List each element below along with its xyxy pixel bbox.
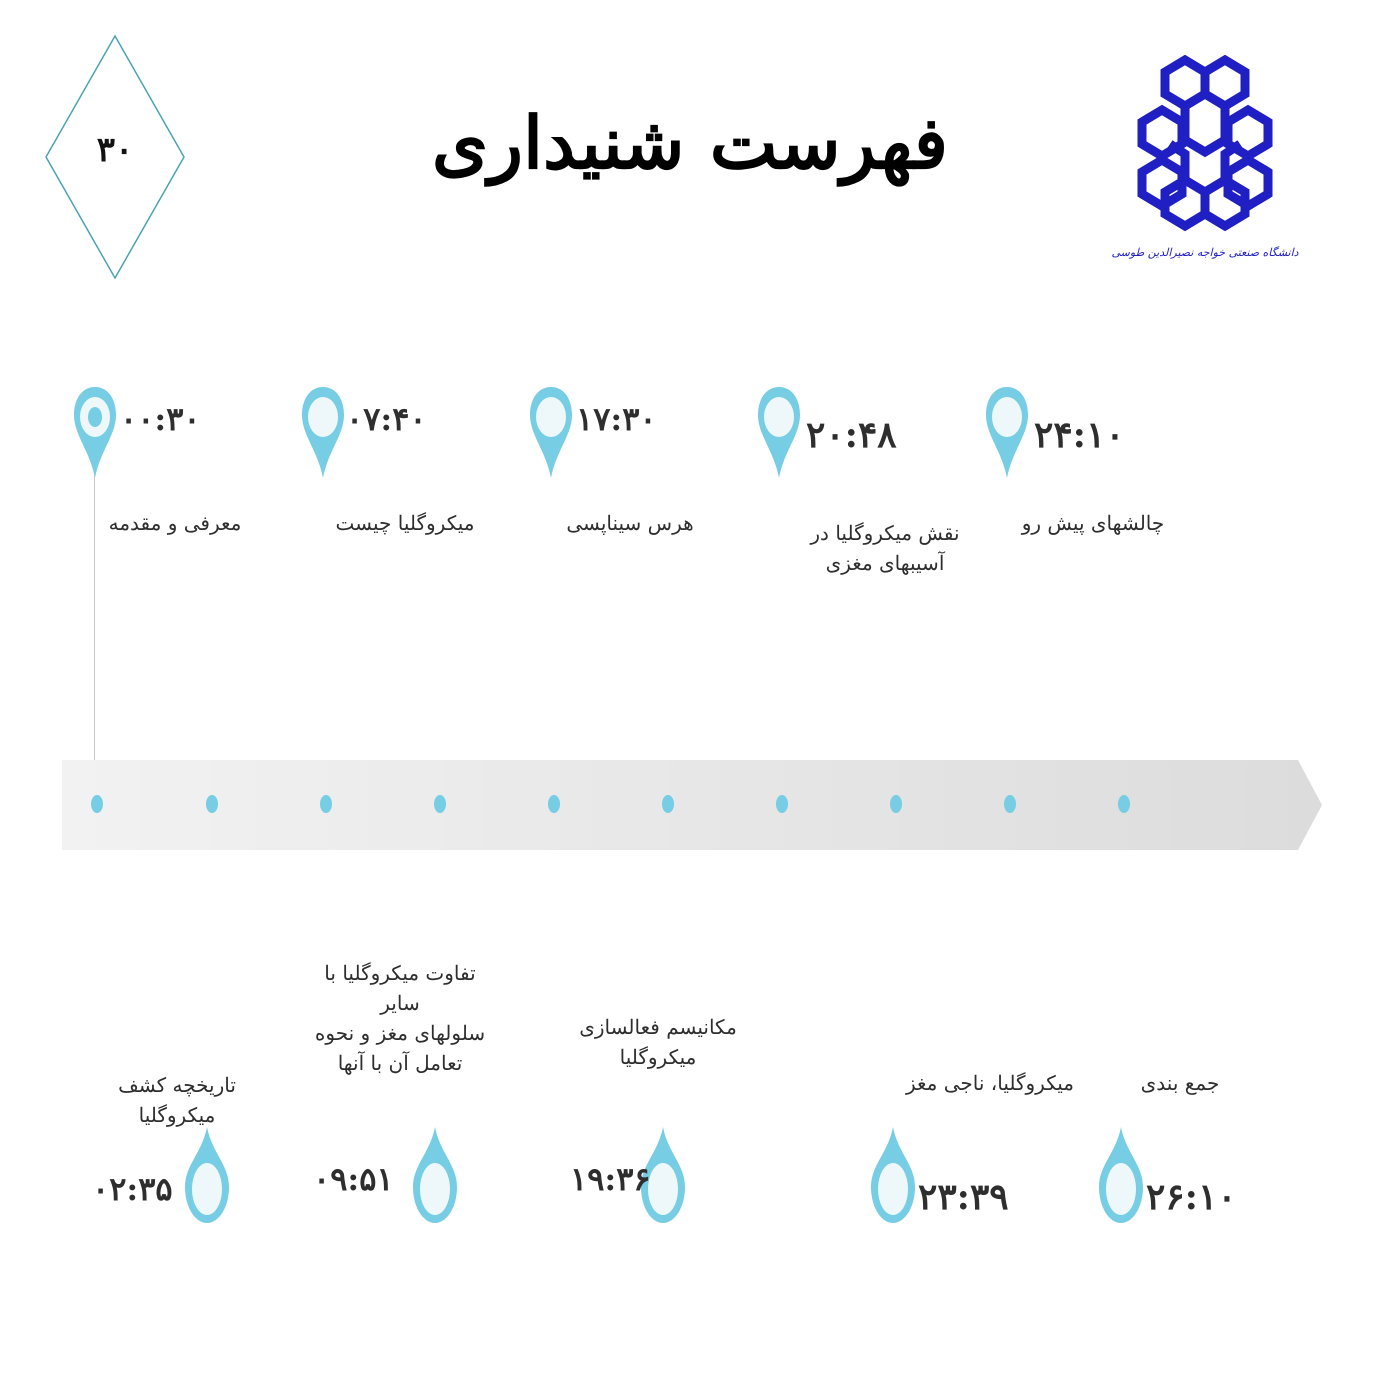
chapter-label: [100, 508, 250, 538]
chapter-time: ۲۳:۳۹: [918, 1176, 1009, 1218]
chapter-label-line: تفاوت میکروگلیا با سایر: [324, 961, 476, 1015]
timeline-dot: [1118, 795, 1130, 813]
chapter-label-line: میکروگلیا چیست: [335, 511, 475, 535]
droplet-icon: [182, 1125, 242, 1225]
timeline-band: [62, 760, 1324, 850]
chapter-label-line: چالشهای پیش رو: [1021, 511, 1165, 535]
chapter-label: [1018, 508, 1168, 538]
chapter-label: [82, 1070, 272, 1130]
page-number: ۳۰: [96, 130, 134, 170]
timeline-dot: [662, 795, 674, 813]
chapter-time: ۰۲:۳۵: [92, 1170, 173, 1208]
chapter-label-line: تعامل آن با آنها: [337, 1051, 463, 1075]
chapter-time: ۰۹:۵۱: [313, 1160, 394, 1198]
chapter-time: ۲۴:۱۰: [1034, 414, 1125, 456]
chapter-label: [1120, 1068, 1240, 1098]
timeline-dot: [548, 795, 560, 813]
chapter-label-line: میکروگلیا: [619, 1045, 697, 1069]
timeline-dot: [1004, 795, 1016, 813]
chapter-time: ۲۶:۱۰: [1146, 1176, 1237, 1218]
chapter-time: ۲۰:۴۸: [806, 414, 897, 456]
chapter-label: [578, 1012, 738, 1072]
chapter-time: ۱۹:۳۶: [570, 1160, 651, 1198]
chapter-time: ۰۷:۴۰: [346, 400, 427, 438]
chapter-label-line: سلولهای مغز و نحوه: [314, 1021, 486, 1045]
chapter-label: [330, 508, 480, 538]
timeline-dot: [434, 795, 446, 813]
chapter-label-line: تاریخچه کشف میکروگلیا: [118, 1073, 236, 1127]
chapter-label-line: معرفی و مقدمه: [108, 511, 242, 535]
chapter-label-line: آسیبهای مغزی: [825, 551, 945, 575]
chapter-label-line: جمع بندی: [1140, 1071, 1220, 1095]
page-title: فهرست شنیداری: [431, 100, 949, 185]
chapter-time: ۱۷:۳۰: [576, 400, 657, 438]
chapter-label: [555, 508, 705, 538]
chapter-label-line: میکروگلیا، ناجی مغز: [905, 1071, 1075, 1095]
logo-caption: دانشگاه صنعتی خواجه نصیرالدین طوسی: [1111, 246, 1299, 259]
timeline-dot: [320, 795, 332, 813]
timeline-dot: [776, 795, 788, 813]
chapter-label-line: نقش میکروگلیا در: [810, 521, 960, 545]
chapter-label: [810, 518, 960, 578]
chapter-label-line: مکانیسم فعالسازی: [579, 1015, 737, 1039]
timeline-dot: [890, 795, 902, 813]
droplet-icon: [410, 1125, 470, 1225]
connector-line: [94, 470, 95, 800]
university-logo-icon: [1111, 50, 1299, 270]
chapter-label: [305, 958, 495, 1078]
chapter-label: [900, 1068, 1080, 1098]
chapter-label-line: هرس سیناپسی: [566, 511, 694, 535]
chapter-time: ۰۰:۳۰: [120, 400, 201, 438]
timeline-dot: [91, 795, 103, 813]
timeline-dot: [206, 795, 218, 813]
